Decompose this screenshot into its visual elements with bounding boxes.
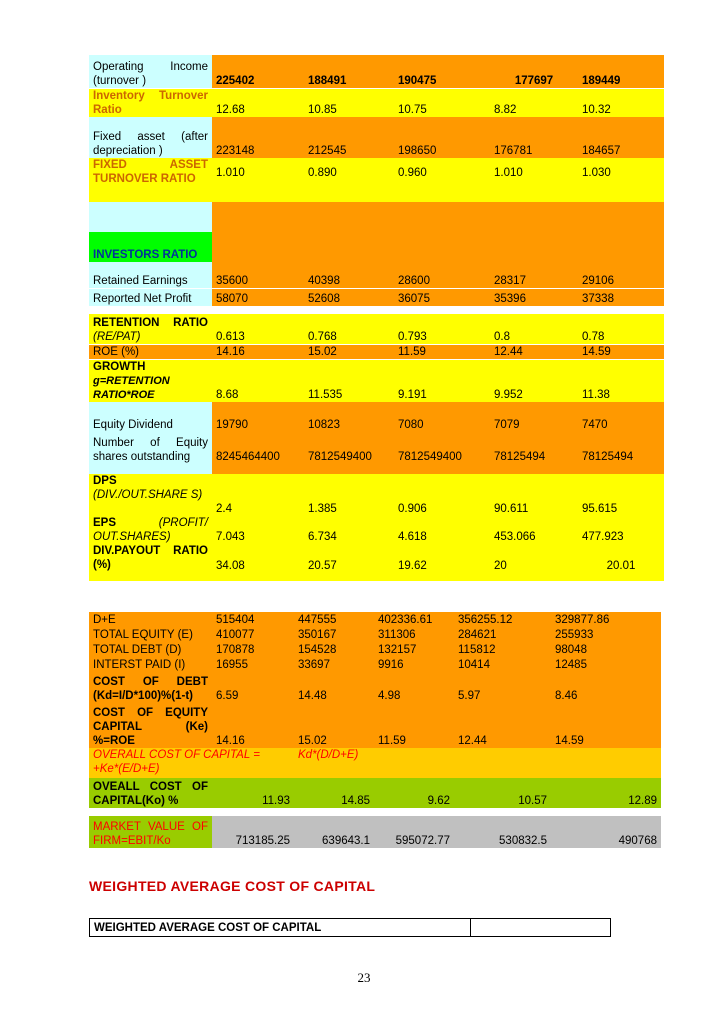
row-label: FIXED ASSET TURNOVER RATIO: [89, 158, 212, 188]
cell: 7470: [578, 402, 664, 432]
wacc-box-label: WEIGHTED AVERAGE COST OF CAPITAL: [90, 919, 471, 937]
cell: 19.62: [394, 544, 490, 573]
label-main: EPS: [93, 516, 117, 529]
cell: 78125494: [490, 432, 578, 464]
cell: 410077: [212, 627, 294, 642]
label-note: (PROFIT/ OUT.SHARES): [93, 516, 208, 543]
row-label: COST OF EQUITY CAPITAL (Ke) %=ROE: [89, 703, 212, 748]
cell: 177697: [490, 55, 578, 88]
cell: 132157: [374, 642, 454, 657]
cell: 7079: [490, 402, 578, 432]
label-note: (RE/PAT): [93, 330, 141, 343]
cell: 11.535: [304, 359, 394, 402]
spacer-row: [89, 202, 664, 232]
cell: 0.768: [304, 314, 394, 344]
cell: 8245464400: [212, 432, 304, 464]
cell: 12485: [551, 657, 661, 672]
cell: 595072.77: [374, 816, 454, 848]
cell: 255933: [551, 627, 661, 642]
table-row: [89, 344, 664, 359]
cell: 9.62: [374, 778, 454, 808]
cell: 311306: [374, 627, 454, 642]
cell: 11.38: [578, 359, 664, 402]
table-row: [89, 544, 664, 573]
formula-row: [89, 748, 661, 778]
cell: 20: [490, 544, 578, 573]
row-label: OVEALL COST OF CAPITAL(Ko) %: [89, 778, 212, 808]
cell: 7080: [394, 402, 490, 432]
row-label: Retained Earnings: [89, 270, 212, 288]
label-note: (DIV./OUT.SHARE S): [93, 488, 203, 501]
cell: 170878: [212, 642, 294, 657]
table-row: [89, 672, 661, 703]
row-label: Operating Income (turnover ): [89, 55, 212, 88]
cell: 11.93: [212, 778, 294, 808]
formula-text: [89, 748, 294, 778]
cell: 12.89: [551, 778, 661, 808]
cell: 9916: [374, 657, 454, 672]
row-label: Equity Dividend: [89, 402, 212, 432]
cell: 16955: [212, 657, 294, 672]
cell: 1.030: [578, 158, 664, 188]
cell: 0.906: [394, 474, 490, 516]
cell: 6.59: [212, 672, 294, 703]
cell: 28317: [490, 270, 578, 288]
table-row: [89, 270, 664, 288]
table-row: [89, 88, 664, 117]
row-label: [89, 516, 212, 544]
cell: 8.82: [490, 88, 578, 117]
cell: 52608: [304, 288, 394, 306]
cell: 9.952: [490, 359, 578, 402]
wacc-box-cell: [471, 919, 611, 937]
cell: 14.16: [212, 703, 294, 748]
spacer-row: [89, 188, 664, 203]
cell: 490768: [551, 816, 661, 848]
cell: 8.46: [551, 672, 661, 703]
cell: 15.02: [304, 344, 394, 359]
section-title: INVESTORS RATIO: [89, 232, 212, 262]
cell: 36075: [394, 288, 490, 306]
cell: 188491: [304, 55, 394, 88]
table-row: [89, 612, 661, 627]
cell: 350167: [294, 627, 374, 642]
cell: 515404: [212, 612, 294, 627]
cell: 15.02: [294, 703, 374, 748]
cell: 6.734: [304, 516, 394, 544]
cell: 14.59: [578, 344, 664, 359]
cell: 10414: [454, 657, 551, 672]
cell: 35396: [490, 288, 578, 306]
table-row: [89, 314, 664, 344]
market-value-table: [89, 816, 661, 848]
cell: 1.010: [490, 158, 578, 188]
cost-of-capital-table: [89, 612, 661, 808]
cell: 223148: [212, 117, 304, 158]
cell: 10.32: [578, 88, 664, 117]
cell: 10.85: [304, 88, 394, 117]
label-main: GROWTH: [93, 360, 146, 373]
cell: 90.611: [490, 474, 578, 516]
cell: 7812549400: [394, 432, 490, 464]
table-row: [89, 158, 664, 188]
cell: 7812549400: [304, 432, 394, 464]
cell: 58070: [212, 288, 304, 306]
cell: 4.98: [374, 672, 454, 703]
cell: 8.68: [212, 359, 304, 402]
table-row: [89, 778, 661, 808]
table-row: [89, 288, 664, 306]
cell: 154528: [294, 642, 374, 657]
cell: 5.97: [454, 672, 551, 703]
page-number: 23: [357, 970, 371, 985]
row-label: TOTAL EQUITY (E): [89, 627, 212, 642]
cell: 11.59: [394, 344, 490, 359]
cell: 2.4: [212, 474, 304, 516]
turnover-ratios-table: [89, 55, 664, 203]
cell: 189449: [578, 55, 664, 88]
cell: 12.44: [490, 344, 578, 359]
cell: 9.191: [394, 359, 490, 402]
row-label: DIV.PAYOUT RATIO (%): [89, 544, 212, 573]
row-label: [89, 474, 212, 516]
cell: 329877.86: [551, 612, 661, 627]
cell: 11.59: [374, 703, 454, 748]
cell: 34.08: [212, 544, 304, 573]
row-label: D+E: [89, 612, 212, 627]
cell: 12.68: [212, 88, 304, 117]
cell: 447555: [294, 612, 374, 627]
cell: 19790: [212, 402, 304, 432]
cell: 7.043: [212, 516, 304, 544]
table-row: [89, 816, 661, 848]
row-label: [89, 359, 212, 402]
row-label: TOTAL DEBT (D): [89, 642, 212, 657]
cell: 453.066: [490, 516, 578, 544]
cell: 98048: [551, 642, 661, 657]
cell: 176781: [490, 117, 578, 158]
row-label: [89, 314, 212, 344]
section-heading: WEIGHTED AVERAGE COST OF CAPITAL: [89, 878, 376, 894]
cell: 20.01: [578, 544, 664, 573]
row-label: COST OF DEBT (Kd=I/D*100)%(1-t): [89, 672, 212, 703]
cell: 14.48: [294, 672, 374, 703]
cell: 225402: [212, 55, 304, 88]
table-row: [89, 627, 661, 642]
cell: 78125494: [578, 432, 664, 464]
section-header-row: [89, 232, 664, 262]
cell: 0.793: [394, 314, 490, 344]
formula-part: Kd*(D/D+E): [294, 748, 374, 778]
label-main: DPS: [93, 474, 117, 487]
cell: 29106: [578, 270, 664, 288]
formula-part: OVERALL COST OF CAPITAL =: [93, 749, 260, 761]
table-row: [89, 402, 664, 432]
table-row: [89, 359, 664, 402]
row-label: ROE (%): [89, 344, 212, 359]
cell: 10.57: [454, 778, 551, 808]
cell: 40398: [304, 270, 394, 288]
row-label: Reported Net Profit: [89, 288, 212, 306]
cell: 14.59: [551, 703, 661, 748]
cell: 10.75: [394, 88, 490, 117]
cell: 10823: [304, 402, 394, 432]
table-row: [89, 55, 664, 88]
label-main: RETENTION RATIO: [93, 316, 208, 329]
table-row: [89, 474, 664, 516]
cell: 37338: [578, 288, 664, 306]
cell: 12.44: [454, 703, 551, 748]
cell: 530832.5: [454, 816, 551, 848]
cell: 20.57: [304, 544, 394, 573]
cell: 115812: [454, 642, 551, 657]
cell: 95.615: [578, 474, 664, 516]
cell: 0.78: [578, 314, 664, 344]
row-label: MARKET VALUE OF FIRM=EBIT/Ko: [89, 816, 212, 848]
table-row: [89, 432, 664, 464]
cell: 184657: [578, 117, 664, 158]
cell: 33697: [294, 657, 374, 672]
table-row: [89, 117, 664, 158]
label-note: g=RETENTION RATIO*ROE: [93, 374, 170, 401]
table-row: [89, 703, 661, 748]
cell: 1.385: [304, 474, 394, 516]
cell: 477.923: [578, 516, 664, 544]
table-row: [89, 657, 661, 672]
row-label: Fixed asset (after depreciation ): [89, 117, 212, 158]
table-row: [89, 516, 664, 544]
cell: 28600: [394, 270, 490, 288]
cell: 0.890: [304, 158, 394, 188]
cell: 35600: [212, 270, 304, 288]
row-label: Inventory Turnover Ratio: [89, 88, 212, 117]
row-label: Number of Equity shares outstanding: [89, 432, 212, 464]
cell: 0.960: [394, 158, 490, 188]
cell: 198650: [394, 117, 490, 158]
cell: 639643.1: [294, 816, 374, 848]
cell: 0.613: [212, 314, 304, 344]
investors-ratio-table: [89, 202, 664, 581]
formula-part: +Ke*(E/D+E): [93, 763, 160, 775]
cell: 713185.25: [212, 816, 294, 848]
cell: 4.618: [394, 516, 490, 544]
cell: 212545: [304, 117, 394, 158]
cell: 356255.12: [454, 612, 551, 627]
table-row: [89, 642, 661, 657]
row-label: INTERST PAID (I): [89, 657, 212, 672]
cell: 402336.61: [374, 612, 454, 627]
cell: 14.85: [294, 778, 374, 808]
table-row: [90, 919, 611, 937]
cell: 1.010: [212, 158, 304, 188]
cell: 284621: [454, 627, 551, 642]
wacc-box: [89, 918, 611, 937]
cell: 0.8: [490, 314, 578, 344]
cell: 14.16: [212, 344, 304, 359]
cell: 190475: [394, 55, 490, 88]
